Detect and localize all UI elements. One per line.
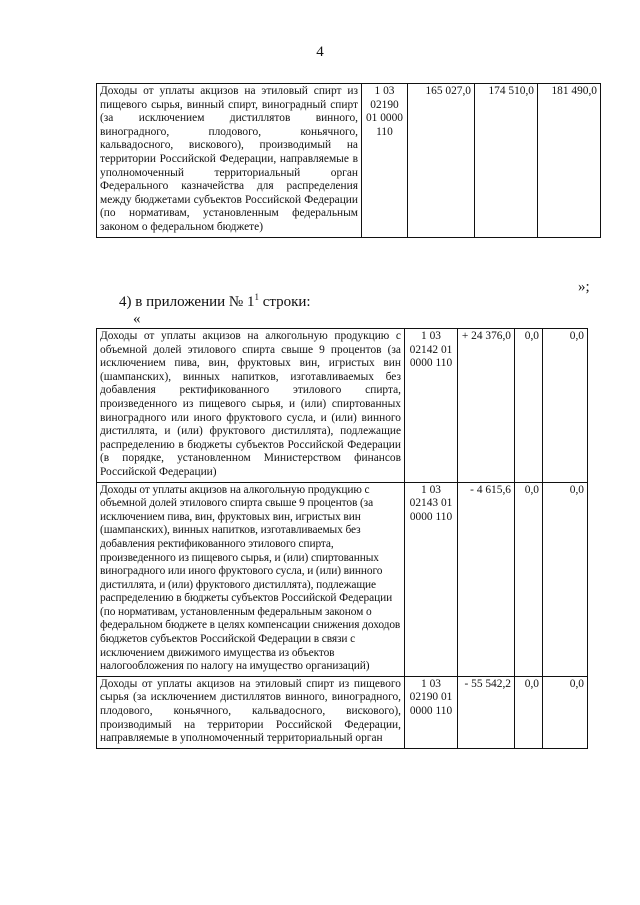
closing-quote-mark: »;	[578, 279, 590, 295]
budget-classification-code: 1 03 02190 01 0000 110	[405, 676, 458, 748]
amount-year-2: 0,0	[515, 482, 543, 676]
table-row	[97, 329, 588, 483]
page-number: 4	[316, 44, 324, 60]
amount-year-1: + 24 376,0	[458, 329, 515, 483]
amount-year-1: 165 027,0	[408, 84, 475, 238]
amount-year-3: 181 490,0	[538, 84, 601, 238]
amount-year-2: 0,0	[515, 329, 543, 483]
row-description: Доходы от уплаты акцизов на этиловый спирт из пищевого сырья (за исключением дистиллятов винного, виноградного, плодового, коньячного, кальвадосного, вискового), производимый на территории Российской Федерации, направляемые в уполномоченный территориальный орган	[97, 676, 405, 748]
row-description: Доходы от уплаты акцизов на алкогольную продукцию с объемной долей этилового спирта свыше 9 процентов (за исключением пива, вин, фруктовых вин, игристых вин (шампанских), винных напитков, изготавливаемых без добавления ректификованного этилового спирта, произведенного из пищевого сырья, и (или) спиртованных виноградного или иного фруктового сусла, и (или) винного дистиллята, и (или) фруктового дистиллята), подлежащие распределению в бюджеты субъектов Российской Федерации (в порядке, установленном Министерством финансов Российской Федерации)	[97, 329, 405, 483]
amount-year-1: - 55 542,2	[458, 676, 515, 748]
amount-year-1: - 4 615,6	[458, 482, 515, 676]
opening-quote-mark: «	[133, 311, 141, 327]
amount-year-2: 174 510,0	[475, 84, 538, 238]
amount-year-3: 0,0	[543, 329, 588, 483]
row-description: Доходы от уплаты акцизов на алкогольную продукцию с объемной долей этилового спирта свыше 9 процентов (за исключением пива, вин, фруктовых вин, игристых вин (шампанских), винных напитков, изготавливаемых без добавления ректификованного этилового спирта, произведенного из пищевого сырья, и (или) спиртованных виноградного или иного фруктового сусла, и (или) винного дистиллята, и (или) фруктового дистиллята), подлежащие распределению в бюджеты субъектов Российской Федерации (по нормативам, установленным федеральным законом о федеральном бюджете в целях компенсации снижения доходов бюджетов субъектов Российской Федерации в связи с исключением движимого имущества из объектов налогообложения по налогу на имущество организаций)	[97, 482, 405, 676]
table-row	[97, 84, 601, 238]
table-row	[97, 482, 588, 676]
revenue-table-1	[96, 83, 601, 238]
amount-year-3: 0,0	[543, 482, 588, 676]
amount-year-2: 0,0	[515, 676, 543, 748]
amount-year-3: 0,0	[543, 676, 588, 748]
section-heading: 4) в приложении № $1^1$ строки:	[119, 292, 311, 310]
budget-classification-code: 1 03 02143 01 0000 110	[405, 482, 458, 676]
budget-classification-code: 1 03 02142 01 0000 110	[405, 329, 458, 483]
row-description: Доходы от уплаты акцизов на этиловый спирт из пищевого сырья, винный спирт, виноградный спирт (за исключением дистиллятов винного, виноградного, плодового, коньячного, кальвадосного, вискового), производимый на территории Российской Федерации, направляемые в уполномоченный территориальный орган Федерального казначейства для распределения между бюджетами субъектов Российской Федерации (по нормативам, установленным федеральным законом о федеральном бюджете)	[97, 84, 362, 238]
budget-classification-code: 1 03 02190 01 0000 110	[362, 84, 408, 238]
table-row	[97, 676, 588, 748]
revenue-table-2	[96, 328, 588, 749]
